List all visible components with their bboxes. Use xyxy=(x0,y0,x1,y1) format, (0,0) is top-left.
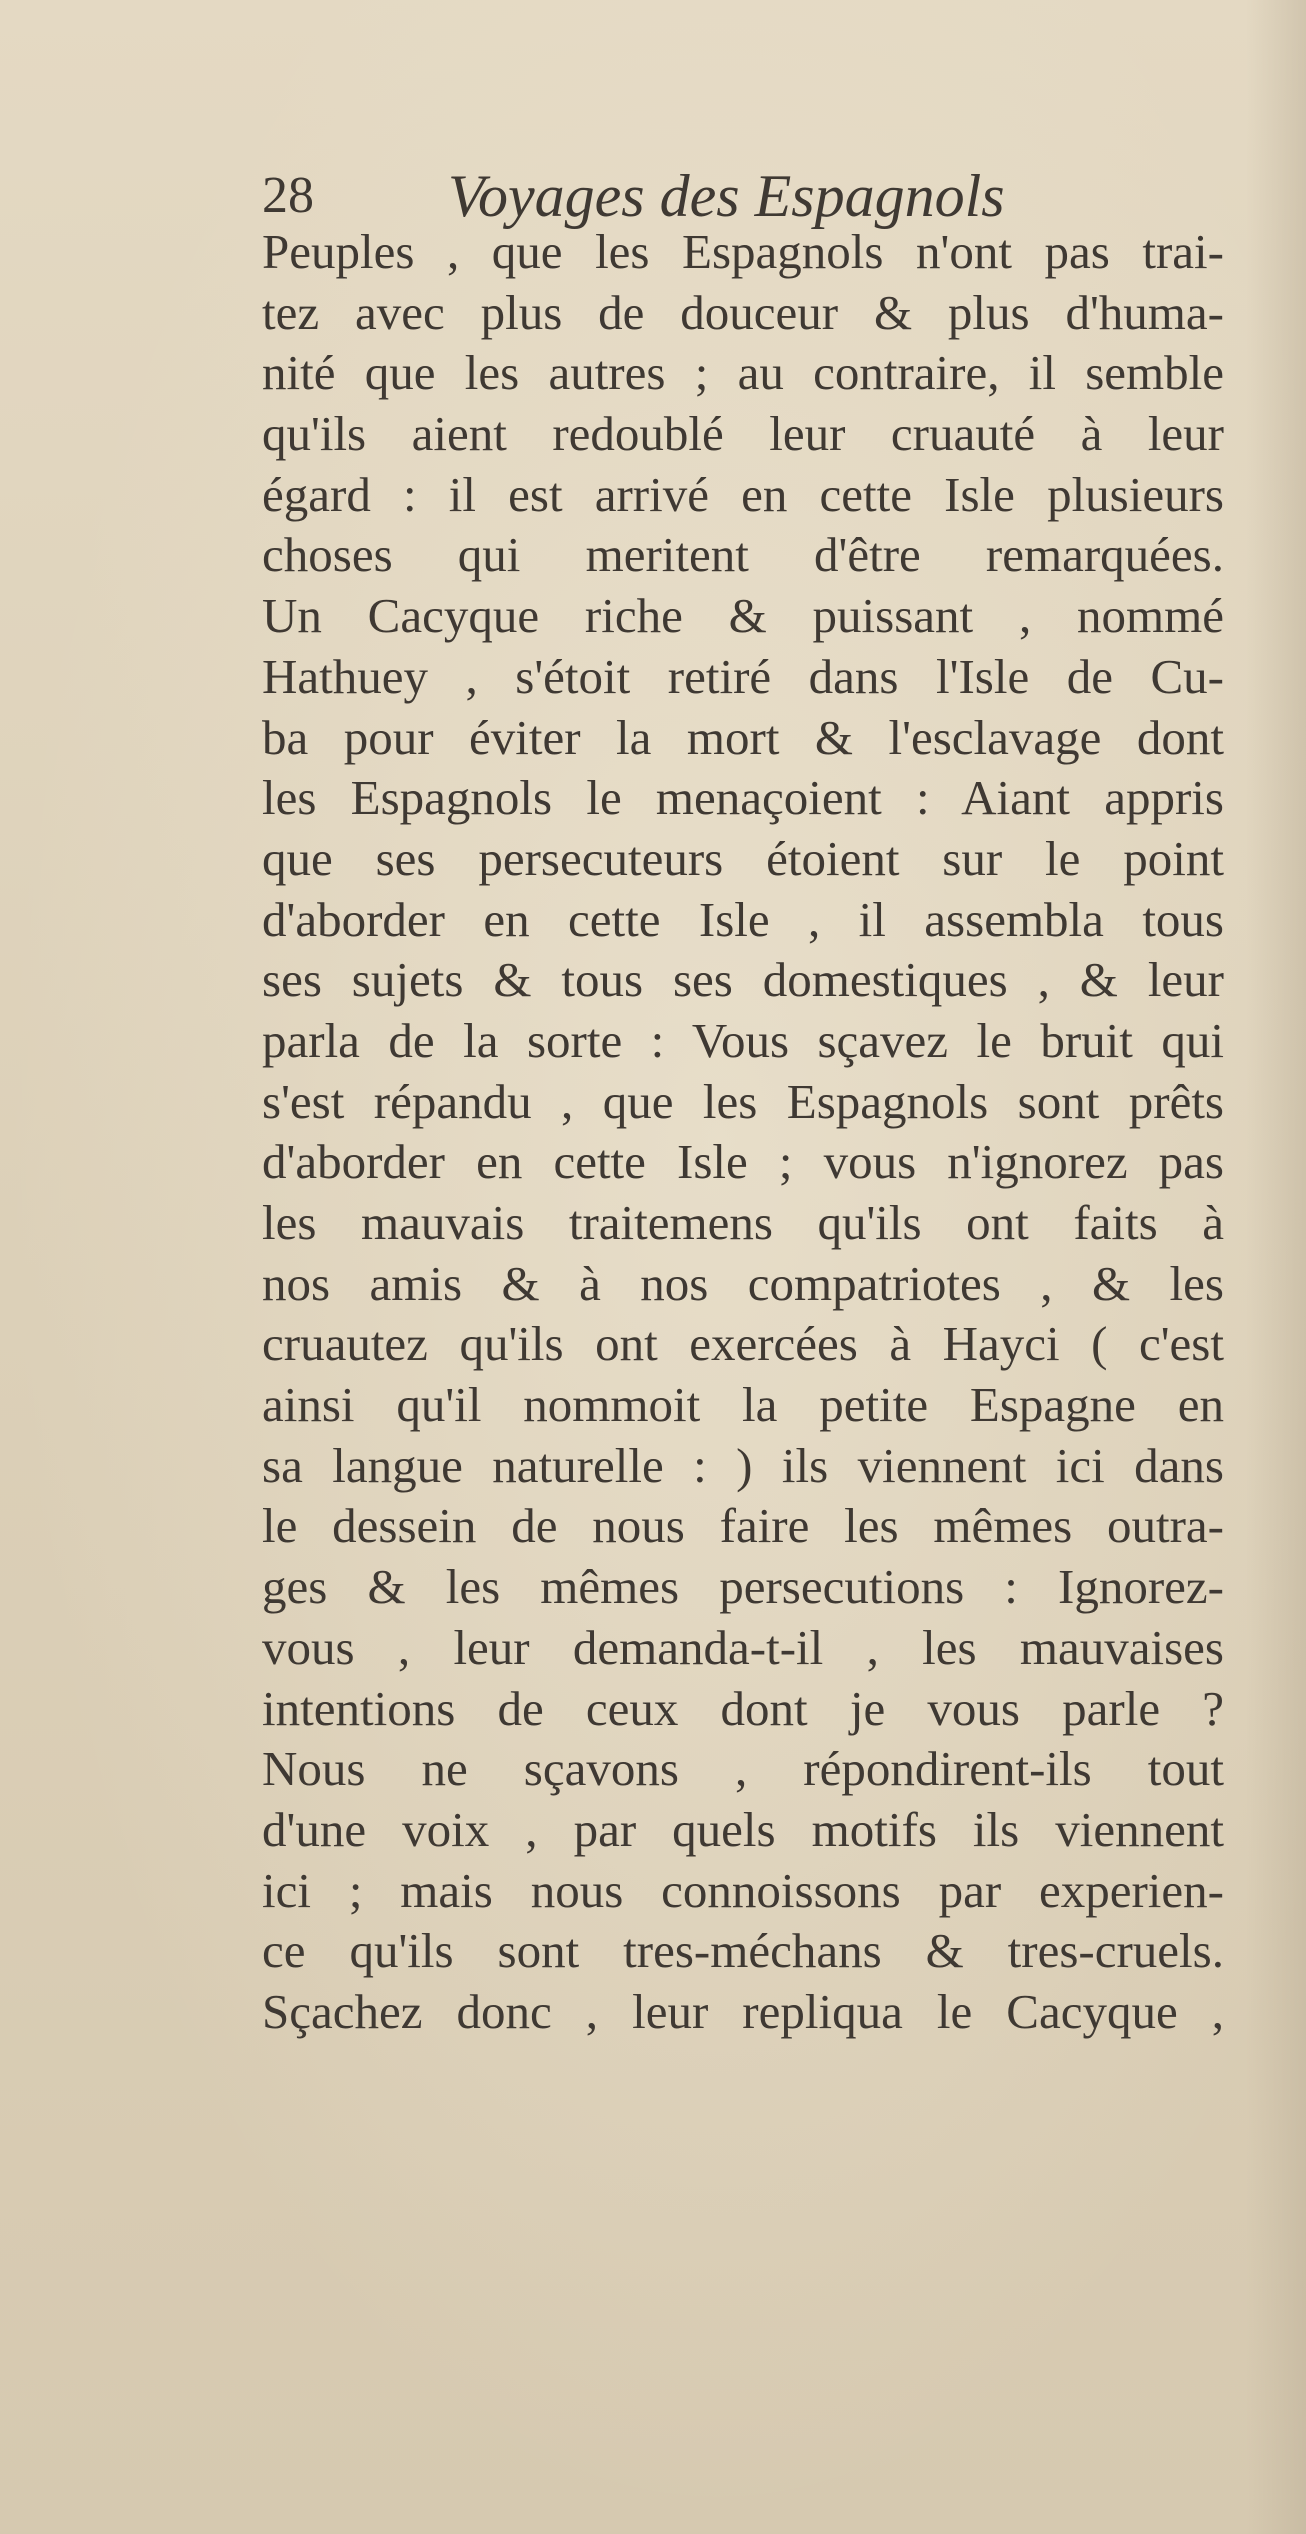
text-line: ce qu'ils sont tres-méchans & tres-cruels. xyxy=(262,1923,1224,1979)
text-line: Hathuey , s'étoit retiré dans l'Isle de Cu- xyxy=(262,648,1224,704)
text-line: égard : il est arrivé en cette Isle plusieurs xyxy=(262,466,1224,522)
text-line: ba pour éviter la mort & l'esclavage dont xyxy=(262,709,1224,765)
text-line: ses sujets & tous ses domestiques , & leur xyxy=(262,952,1224,1008)
text-line: choses qui meritent d'être remarquées. xyxy=(262,527,1224,583)
text-line: que ses persecuteurs étoient sur le point xyxy=(262,830,1224,886)
text-line: Un Cacyque riche & puissant , nommé xyxy=(262,588,1224,644)
text-line: tez avec plus de douceur & plus d'huma- xyxy=(262,284,1224,340)
text-line: nité que les autres ; au contraire, il semble xyxy=(262,345,1224,401)
text-line: ici ; mais nous connoissons par experien- xyxy=(262,1862,1224,1918)
text-line: cruautez qu'ils ont exercées à Hayci ( c'est xyxy=(262,1316,1224,1372)
text-line: les mauvais traitemens qu'ils ont faits à xyxy=(262,1195,1224,1250)
text-line: qu'ils aient redoublé leur cruauté à leur xyxy=(262,406,1224,462)
running-title: Voyages des Espagnols xyxy=(448,163,1005,229)
text-line: les Espagnols le menaçoient : Aiant appris xyxy=(262,770,1224,826)
body-text xyxy=(262,222,1224,2043)
page-number: 28 xyxy=(262,167,314,224)
text-line: d'une voix , par quels motifs ils viennent xyxy=(262,1801,1224,1857)
text-line: sa langue naturelle : ) ils viennent ici dans xyxy=(262,1437,1224,1493)
text-line: Nous ne sçavons , répondirent-ils tout xyxy=(262,1741,1224,1797)
text-line: s'est répandu , que les Espagnols sont prêts xyxy=(262,1073,1224,1129)
text-line: vous , leur demanda-t-il , les mauvaises xyxy=(262,1619,1224,1675)
text-line: ainsi qu'il nommoit la petite Espagne en xyxy=(262,1377,1224,1433)
text-line: le dessein de nous faire les mêmes outra- xyxy=(262,1498,1224,1554)
text-line: nos amis & à nos compatriotes , & les xyxy=(262,1255,1224,1311)
text-line: parla de la sorte : Vous sçavez le bruit qui xyxy=(262,1012,1224,1068)
text-line: d'aborder en cette Isle , il assembla tous xyxy=(262,891,1224,947)
text-line: Peuples , que les Espagnols n'ont pas trai- xyxy=(262,224,1224,279)
text-line: d'aborder en cette Isle ; vous n'ignorez pas xyxy=(262,1134,1224,1190)
text-line: intentions de ceux dont je vous parle ? xyxy=(262,1680,1224,1736)
text-line: Sçachez donc , leur repliqua le Cacyque , xyxy=(262,1983,1224,2039)
text-line: ges & les mêmes persecutions : Ignorez- xyxy=(262,1559,1224,1615)
